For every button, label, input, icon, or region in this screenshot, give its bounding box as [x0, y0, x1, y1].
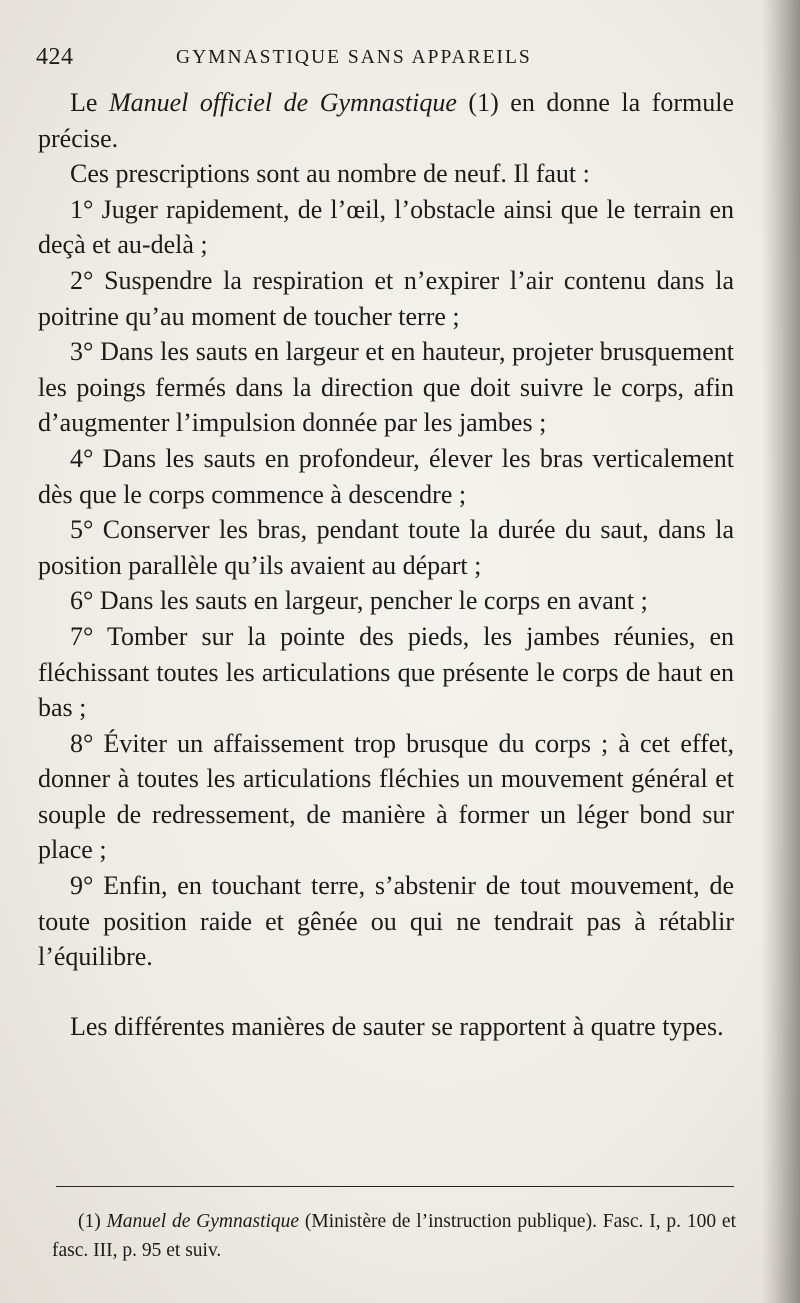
footnote-marker: (1)	[78, 1211, 107, 1232]
prescription-7: 7° Tomber sur la pointe des pieds, les jambes réunies, en fléchissant toutes les articulations que présente le corps de haut en bas ;	[38, 621, 734, 723]
conclusion-paragraph: Les différentes manières de sauter se rapportent à quatre types.	[70, 1011, 724, 1041]
prescription-3: 3° Dans les sauts en largeur et en hauteur, projeter brusquement les poings fermés dans la direction que doit suivre le corps, afin d’augmenter l’impulsion donnée par les jambes ;	[38, 337, 734, 438]
footnote-title-italic: Manuel de Gymnastique	[106, 1211, 300, 1232]
intro-paragraph	[38, 85, 734, 156]
prescription-1: 1° Juger rapidement, de l’œil, l’obstacle ainsi que le terrain en deçà et au-delà ;	[38, 194, 734, 260]
paragraph-gap	[38, 975, 734, 1009]
prescription-8: 8° Éviter un affaissement trop brusque du corps ; à cet effet, donner à toutes les articulations fléchies un mouvement général et souple de redressement, de manière à former un léger bond sur place ;	[38, 728, 734, 865]
prescription-2: 2° Suspendre la respiration et n’expirer l’air contenu dans la poitrine qu’au moment de toucher terre ;	[38, 265, 734, 331]
manual-title-italic: Manuel officiel de Gymnastique	[108, 88, 457, 117]
footnote	[52, 1207, 736, 1265]
page-header	[36, 44, 736, 78]
prescription-5: 5° Conserver les bras, pendant toute la durée du saut, dans la position parallèle qu’ils avaient au départ ;	[38, 515, 734, 580]
intro-text-start: Le	[70, 88, 109, 117]
body-text	[38, 85, 734, 1044]
prescription-4: 4° Dans les sauts en profondeur, élever les bras verticalement dès que le corps commence à descendre ;	[38, 443, 734, 509]
page-edge-shadow	[762, 0, 800, 1303]
page-number: 424	[36, 44, 74, 70]
footnote-paragraph	[52, 1207, 736, 1265]
footnote-reference: (Ministère de l’instruction publique). Fasc. I, p. 100 et fasc. III, p. 95 et suiv.	[52, 1211, 736, 1261]
prescription-9: 9° Enfin, en touchant terre, s’abstenir de tout mouvement, de toute position raide et gênée ou qui ne tendrait pas à rétablir l’équilibre.	[38, 871, 734, 972]
count-paragraph: Ces prescriptions sont au nombre de neuf. Il faut :	[70, 159, 590, 189]
prescription-6: 6° Dans les sauts en largeur, pencher le corps en avant ;	[70, 586, 648, 616]
footnote-rule	[56, 1186, 734, 1187]
intro-text-end: (1) en donne la formule précise.	[38, 88, 735, 153]
running-head: GYMNASTIQUE SANS APPAREILS	[176, 47, 532, 68]
